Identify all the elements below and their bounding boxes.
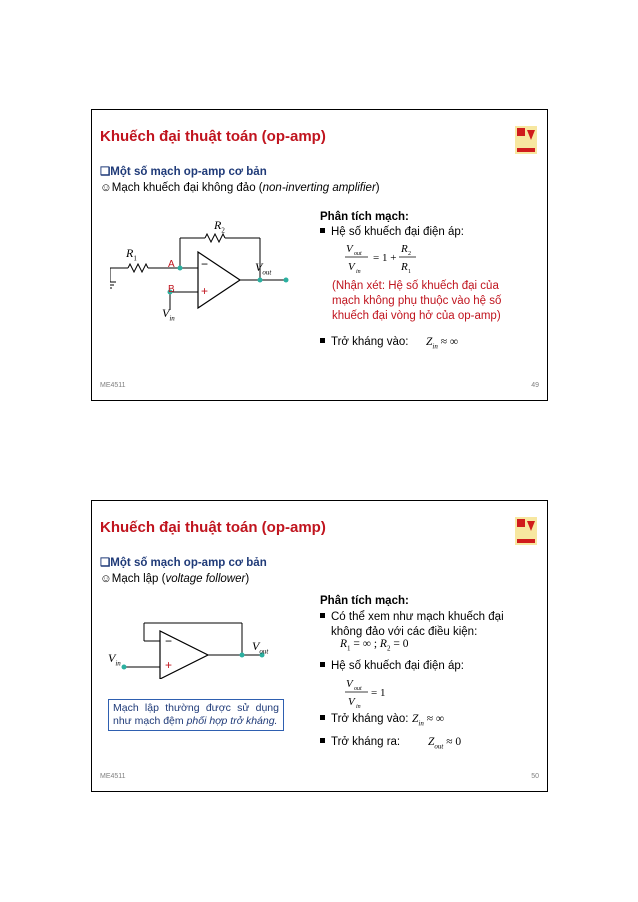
inverting-input-sign: −: [201, 257, 209, 271]
non-inverting-input-sign: +: [201, 284, 209, 298]
vin-terminal: [122, 665, 127, 670]
section-heading: ❑Một số mạch op-amp cơ bản: [100, 166, 267, 178]
slide-title: Khuếch đại thuật toán (op-amp): [100, 128, 326, 145]
svg-text:R: R: [401, 261, 408, 273]
svg-text:2: 2: [408, 251, 411, 257]
svg-text:= 1 +: = 1 +: [373, 252, 397, 264]
voltage-follower-circuit: [112, 609, 272, 679]
node-b-label: B: [168, 284, 175, 295]
smiley-bullet-icon: ☺: [100, 182, 112, 194]
non-inverting-input-sign: +: [165, 658, 173, 672]
zin-formula: $Z_{in}$ ≈ ∞: [426, 336, 459, 351]
university-logo-icon: [515, 126, 537, 154]
svg-text:1: 1: [408, 269, 411, 274]
r1-resistor: [128, 264, 148, 272]
node-a-label: A: [168, 259, 175, 270]
note-box: Mạch lập thường được sử dụng như mạch đệm phối hợp trở kháng.: [108, 699, 284, 731]
svg-text:out: out: [354, 251, 362, 257]
slide-title: Khuếch đại thuật toán (op-amp): [100, 519, 326, 536]
course-code: ME4511: [100, 773, 126, 780]
output-impedance-bullet: Trở kháng ra:: [320, 736, 400, 748]
svg-text:out: out: [354, 686, 362, 692]
svg-text:in: in: [356, 704, 361, 709]
r2-resistor: [205, 234, 225, 242]
r1-label: $R_1$: [126, 246, 137, 263]
svg-text:= 1: = 1: [371, 687, 386, 699]
r2-label: $R_2$: [214, 218, 225, 235]
svg-text:V: V: [348, 696, 355, 708]
vout-label: $V_{out}$: [255, 260, 272, 277]
vout-label: $V_{out}$: [252, 639, 269, 656]
condition-formula: $R_1$ = ∞ ; $R_2 = 0$: [340, 638, 409, 653]
gain-formula: [344, 675, 394, 709]
circuit-subtitle: ☺Mạch lập (voltage follower): [100, 573, 250, 585]
section-heading: ❑Một số mạch op-amp cơ bản: [100, 557, 267, 569]
analysis-heading: Phân tích mạch:: [320, 595, 409, 607]
vin-label: $V_{in}$: [162, 306, 175, 323]
node-a-dot: [178, 266, 183, 271]
slide-49: [91, 109, 548, 401]
gain-bullet: Hệ số khuếch đại điện áp:: [320, 660, 464, 672]
svg-text:in: in: [356, 269, 361, 274]
course-code: ME4511: [100, 382, 126, 389]
circuit-subtitle: ☺Mạch khuếch đại không đảo (non-inverting amplifier): [100, 182, 380, 194]
svg-text:V: V: [346, 243, 353, 255]
page-number: 50: [531, 773, 539, 780]
svg-text:V: V: [348, 261, 355, 273]
svg-text:R: R: [401, 243, 408, 255]
slide-50: [91, 500, 548, 792]
vin-label: $V_{in}$: [108, 651, 121, 668]
vout-terminal: [284, 278, 289, 283]
condition-bullet: Có thể xem như mạch khuếch đại không đảo với các điều kiện:: [320, 610, 504, 640]
page-number: 49: [531, 382, 539, 389]
gain-formula: [344, 240, 424, 274]
gain-bullet: Hệ số khuếch đại điện áp:: [320, 226, 464, 238]
input-impedance-bullet: Trở kháng vào:: [320, 713, 408, 725]
university-logo-icon: [515, 517, 537, 545]
zout-formula: $Z_{out} \approx 0$: [428, 736, 462, 751]
smiley-bullet-icon: ☺: [100, 573, 112, 585]
svg-text:V: V: [346, 678, 353, 690]
inverting-input-sign: −: [165, 634, 173, 648]
zin-formula: $Z_{in}$ ≈ ∞: [412, 713, 445, 728]
remark-text: (Nhận xét: Hệ số khuếch đại của mạch không phụ thuộc vào hệ số khuếch đại vòng hở của op-amp): [332, 280, 502, 322]
analysis-heading: Phân tích mạch:: [320, 211, 409, 223]
input-impedance-bullet: Trở kháng vào:: [320, 336, 408, 348]
